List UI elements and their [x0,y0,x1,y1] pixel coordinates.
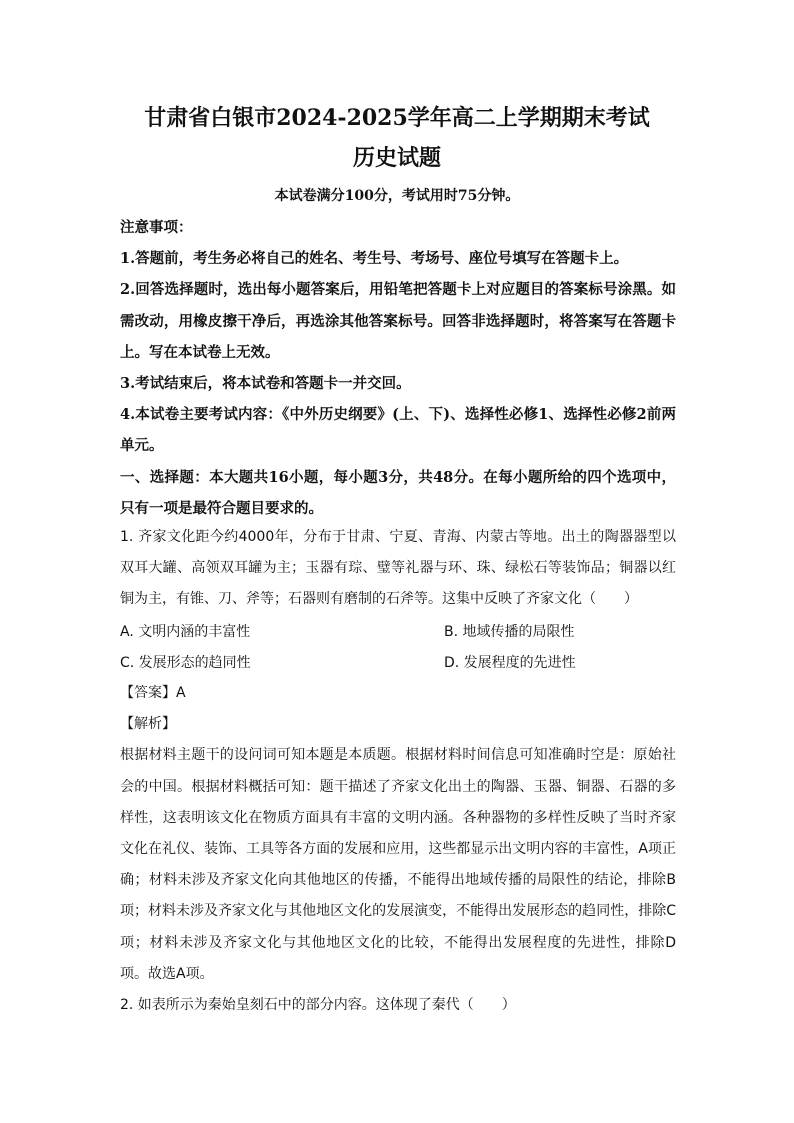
answer-label: 【答案】A [120,685,186,701]
question-2-stem: 2. 如表所示为秦始皇刻石中的部分内容。这体现了秦代（ ） [120,997,516,1014]
exam-info: 本试卷满分100分，考试用时75分钟。 [274,188,520,204]
option-a: A. 文明内涵的丰富性 [120,624,251,640]
notes-heading: 注意事项： [120,219,193,236]
analysis-text: 根据材料主题干的设问词可知本题是本质题。根据材料时间信息可知准确时空是：原始社会的中国。根据材料概括可知：题干描述了齐家文化出土的陶器、玉器、铜器、石器的多样性，这表明该文化在物质方面具有丰富的文明内涵。各种器物的多样性反映了当时齐家文化在礼仪、装饰、工具等各方面的发展和应用，这些都显示出文明内容的丰富性，A项正确；材料未涉及齐家文化向其他地区的传播，不能得出地域传播的局限性的结论，排除B项；材料未涉及齐家文化与其他地区文化的发展演变，不能得出发展形态的趋同性，排除C项；材料未涉及齐家文化与其他地区文化的比较，不能得出发展程度的先进性，排除D项。故选A项。 [120,747,676,982]
exam-title: 甘肃省白银市2024-2025学年高二上学期期末考试 [144,105,650,131]
subject-title: 历史试题 [352,145,441,171]
option-c: C. 发展形态的趋同性 [120,655,251,671]
note-item-4: 4.本试卷主要考试内容：《中外历史纲要》(上、下)、选择性必修1、选择性必修2前两单元。 [120,406,676,455]
notes-section [120,212,676,524]
note-item-3: 3.考试结束后，将本试卷和答题卡一并交回。 [120,375,411,393]
question-1-stem-block [120,522,676,616]
analysis-label: 【解析】 [120,716,176,733]
note-item-1: 1.答题前，考生务必将自己的姓名、考生号、考场号、座位号填写在答题卡上。 [120,250,629,268]
answer-analysis-block [120,678,676,1021]
section-heading: 一、选择题：本大题共16小题，每小题3分，共48分。在每小题所给的四个选项中，只有一项是最符合题目要求的。 [120,468,676,517]
note-item-2: 2.回答选择题时，选出每小题答案后，用铅笔把答题卡上对应题目的答案标号涂黑。如需改动，用橡皮擦干净后，再选涂其他答案标号。回答非选择题时，将答案写在答题卡上。写在本试卷上无效。 [120,281,676,361]
question-1-stem: 1. 齐家文化距今约4000年，分布于甘肃、宁夏、青海、内蒙古等地。出土的陶器器型以双耳大罐、高领双耳罐为主；玉器有琮、璧等礼器与环、珠、绿松石等装饰品；铜器以红铜为主，有锥、刀、斧等；石器则有磨制的石斧等。这集中反映了齐家文化（ ） [120,529,676,608]
option-b: B. 地域传播的局限性 [444,624,575,640]
option-d: D. 发展程度的先进性 [444,655,576,671]
